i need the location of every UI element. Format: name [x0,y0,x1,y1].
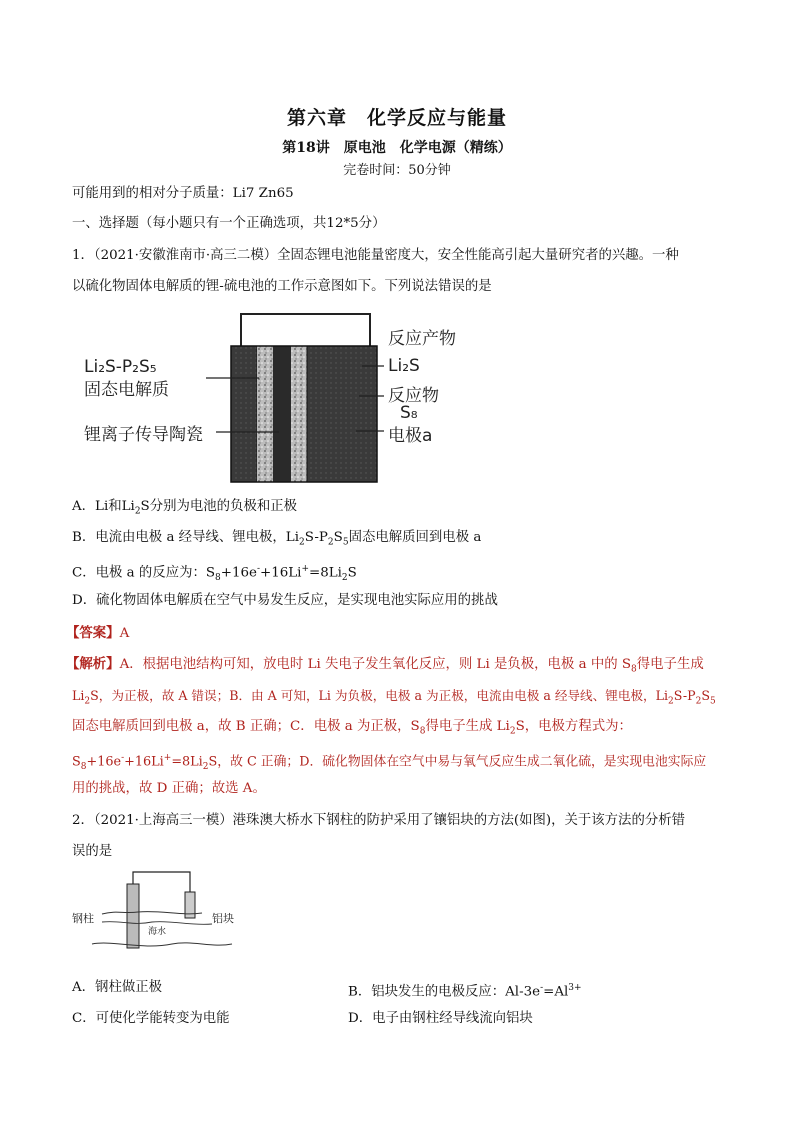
q1-analysis-line5: 用的挑战，故 D 正确；故选 A。 [72,781,266,796]
q1-option-d: D．硫化物固体电解质在空气中易发生反应，是实现电池实际应用的挑战 [72,593,498,608]
solid-electrolyte-layer-2 [291,346,307,482]
q2-wire [133,872,190,892]
q2-option-b: B．铝块发生的电极反应：$Al-3e^-=Al^{3+}$ [348,983,582,1000]
q1-battery-figure [84,306,484,484]
label-reactant: 反应物 [388,386,439,406]
q1-option-b: B．电流由电极 a 经导线、锂电极，$Li_2S-P_2S_5$固态电解质回到电极 a [72,530,482,548]
label-electrolyte-formula: Li₂S-P₂S₅ [84,357,157,377]
q1-option-c: C．电极 a 的反应为：$S_8+16e^-+16Li^+=8Li_2S$ [72,564,357,584]
solid-electrolyte-layer [257,346,273,482]
section-heading: 一、选择题（每小题只有一个正确选项，共12*5分） [72,216,386,231]
lecture-title: 第18讲 原电池 化学电源（精练） [282,140,512,156]
label-aluminum: 铝块 [212,912,234,925]
label-s8: S₈ [400,403,418,423]
label-steel: 钢柱 [72,912,94,925]
q2-option-d: D．电子由钢柱经导线流向铝块 [348,1011,533,1026]
q1-option-a: A．Li和$Li_2S$分别为电池的负极和正极 [72,499,298,517]
label-seawater: 海水 [148,927,167,937]
q2-option-a: A．钢柱做正极 [72,980,163,995]
lithium-electrode [231,346,257,482]
q1-analysis-line1: 【解析】A．根据电池结构可知，放电时 Li 失电子发生氧化反应，则 Li 是负极，电极 a 中的 $S_8$得电子生成 [66,656,704,675]
q1-analysis-line4: $S_8+16e^-+16Li^+=8Li_2S$，故 C 正确；D．硫化物固体在空气中易与氧气反应生成二氧化硫，是实现电池实际应 [72,753,707,772]
label-electrode-a: 电极a [388,426,433,446]
q1-analysis-line2: $Li_2S$，为正极，故 A 错误；B．由 A 可知，Li 为负极，电极 a 为正极，电流由电极 a 经导线、锂电极，$Li_2S-P_2S_5$ [72,688,716,707]
label-ceramic: 锂离子传导陶瓷 [84,425,203,445]
q1-stem-line1: 1．（2021·安徽淮南市·高三二模）全固态锂电池能量密度大，安全性能高引起大量研究者的兴趣。一种 [72,248,679,263]
q1-analysis-line3: 固态电解质回到电极 a，故 B 正确；C．电极 a 为正极，$S_8$得电子生成 $Li_2S$，电极方程式为： [72,719,632,737]
label-product: 反应产物 [388,329,456,349]
chapter-title: 第六章 化学反应与能量 [286,107,507,129]
time-limit: 完卷时间：50分钟 [343,163,451,178]
q2-stem-line1: 2．（2021·上海高三一模）港珠澳大桥水下钢柱的防护采用了镶铝块的方法(如图)，关于该方法的分析错 [72,813,686,828]
q2-option-c: C．可使化学能转变为电能 [72,1011,230,1026]
q2-bridge-figure [72,870,262,960]
q1-stem-line2: 以硫化物固体电解质的锂-硫电池的工作示意图如下。下列说法错误的是 [72,279,492,294]
label-li2s: Li₂S [388,356,420,376]
steel-pillar [127,884,139,948]
external-wire [241,314,370,346]
q2-stem-line2: 误的是 [72,844,113,859]
atomic-masses: 可能用到的相对分子质量：Li7 Zn65 [72,186,294,201]
label-solid-electrolyte: 固态电解质 [84,380,169,400]
q1-answer: 【答案】A [66,625,130,641]
ceramic-layer [273,346,291,482]
